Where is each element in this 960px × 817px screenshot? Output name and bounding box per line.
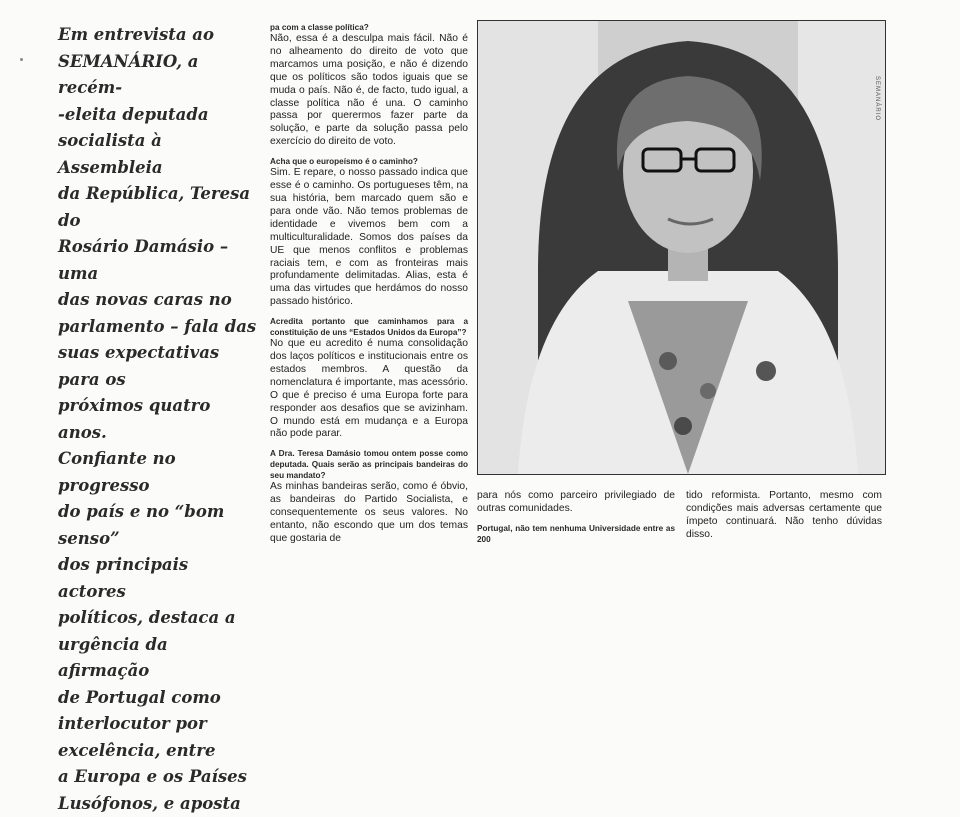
lede-line: Lusófonos, e aposta: [58, 791, 258, 817]
lede-line: interlocutor por: [58, 711, 258, 738]
portrait-photo: [477, 20, 886, 475]
question-text: pa com a classe política?: [270, 22, 468, 33]
article-column-3: [477, 490, 675, 545]
question-text: Acha que o europeísmo é o caminho?: [270, 156, 468, 167]
question-text: Portugal, não tem nenhuma Universidade entre as 200: [477, 523, 675, 545]
answer-text: Não, essa é a desculpa mais fácil. Não é no alheamento do direito de voto que marcamos uma posição, e não é dizendo que os políticos são todos iguais que se muda o país. Não é, de facto, tudo igual, a classe política não é una. O caminho passa por querermos fazer parte da solução, e parte da solução passa pelo exercício do direito de voto.: [270, 33, 468, 149]
lede-paragraph: [58, 22, 258, 817]
photo-credit: SEMANÁRIO: [874, 76, 880, 121]
lede-line: Em entrevista ao: [58, 22, 258, 49]
lede-line: de Portugal como: [58, 685, 258, 712]
answer-text: tido reformista. Portanto, mesmo com condições mais adversas certamente que ímpeto continuará. Não tenho dúvidas disso.: [686, 490, 882, 542]
lede-line: das novas caras no: [58, 287, 258, 314]
lede-line: políticos, destaca a: [58, 605, 258, 632]
lede-line: do país e no “bom senso”: [58, 499, 258, 552]
question-text: A Dra. Teresa Damásio tomou ontem posse como deputada. Quais serão as principais bandeiras do seu mandato?: [270, 448, 468, 481]
answer-text: As minhas bandeiras serão, como é óbvio, as bandeiras do Partido Socialista, e consequentemente os seus valores. No entanto, não escondo que um dos temas que gostaria de: [270, 481, 468, 546]
lede-line: Rosário Damásio – uma: [58, 234, 258, 287]
lede-line: dos principais actores: [58, 552, 258, 605]
lede-line: -eleita deputada: [58, 102, 258, 129]
print-speck: [20, 58, 23, 61]
lede-line: da República, Teresa do: [58, 181, 258, 234]
lede-line: Confiante no progresso: [58, 446, 258, 499]
portrait-illustration: [478, 21, 885, 474]
answer-text: para nós como parceiro privilegiado de outras comunidades.: [477, 490, 675, 516]
lede-line: a Europa e os Países: [58, 764, 258, 791]
answer-text: No que eu acredito é numa consolidação dos laços políticos e institucionais entre os estados membros. A questão da nomenclatura é importante, mas acessório. O que é preciso é uma Europa forte para responder aos desafios que se avizinham. O mundo está em mudança e a Europa não pode parar.: [270, 338, 468, 441]
lede-line: próximos quatro anos.: [58, 393, 258, 446]
answer-text: Sim. E repare, o nosso passado indica que esse é o caminho. Os portugueses têm, na sua história, bem marcado quem são e para onde vão. Não temos problemas de identidade e vivemos bem com a multiculturalidade. Somos dos países da UE que menos conflitos e problemas raciais tem, e com as fronteiras mais profundamente delimitadas. Alias, esta é uma das virtudes que herdámos do nosso passado histórico.: [270, 167, 468, 309]
question-text: Acredita portanto que caminhamos para a constituição de uns “Estados Unidos da Europa”?: [270, 316, 468, 338]
lede-line: excelência, entre: [58, 738, 258, 765]
lede-line: SEMANÁRIO, a recém-: [58, 49, 258, 102]
lede-line: parlamento – fala das: [58, 314, 258, 341]
article-column-4: [686, 490, 882, 542]
lede-line: urgência da afirmação: [58, 632, 258, 685]
lede-line: socialista à Assembleia: [58, 128, 258, 181]
lede-line: suas expectativas para os: [58, 340, 258, 393]
article-column-2: [270, 22, 468, 546]
